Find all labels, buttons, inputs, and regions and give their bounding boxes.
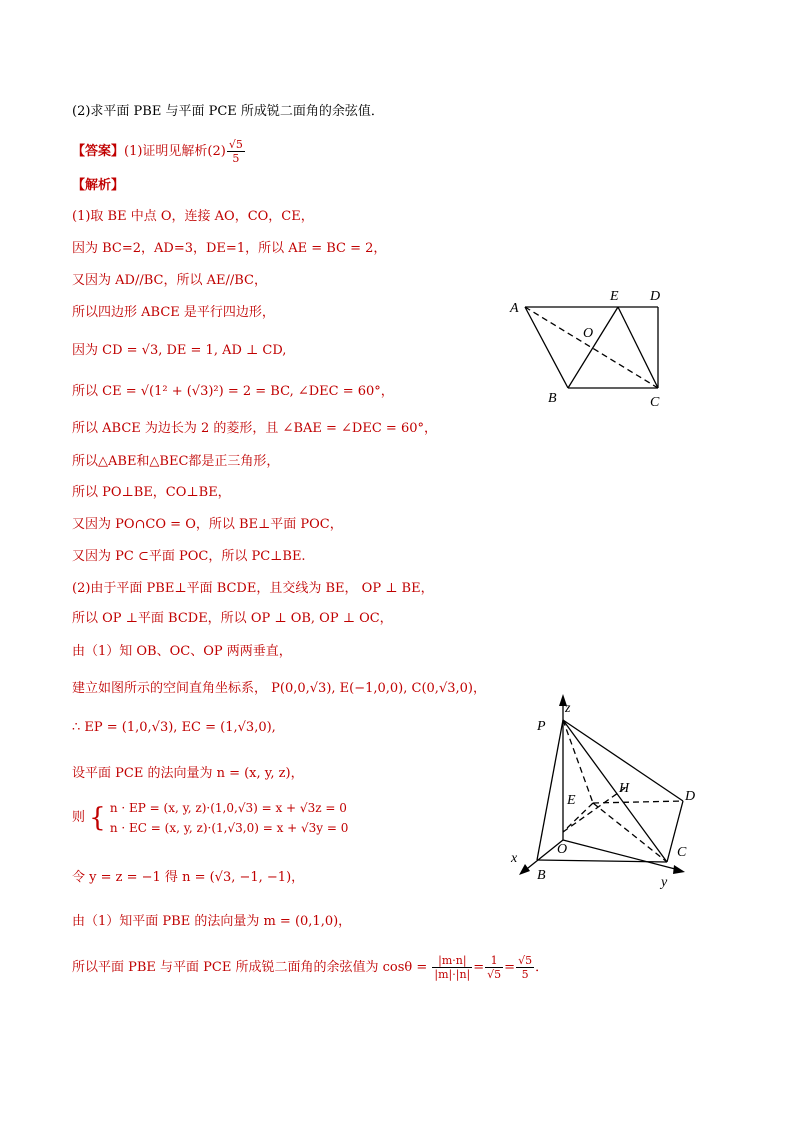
edge-PB bbox=[537, 720, 563, 860]
solution-line-5: 因为 CD = √3, DE = 1, AD ⊥ CD, bbox=[72, 343, 287, 358]
cos-f1-num: |m·n| bbox=[432, 954, 472, 968]
solution-line-19: 令 y = z = −1 得 n = (√3, −1, −1)， bbox=[72, 870, 305, 885]
solution-system bbox=[72, 798, 348, 838]
solution-line-17: 设平面 PCE 的法向量为 n = (x, y, z)， bbox=[72, 766, 304, 781]
solution-line-13: 所以 OP ⊥平面 BCDE，所以 OP ⊥ OB, OP ⊥ OC， bbox=[72, 611, 393, 626]
answer-text: (1)证明见解析(2) bbox=[124, 144, 226, 159]
system-prefix: 则 bbox=[72, 810, 86, 825]
solution-line-6: 所以 CE = √(1² + (√3)²) = 2 = BC, ∠DEC = 60°， bbox=[72, 384, 394, 399]
cos-fraction-3 bbox=[516, 954, 534, 981]
system-equations bbox=[110, 798, 349, 838]
label-A: A bbox=[510, 301, 519, 316]
cos-fraction-2 bbox=[485, 954, 503, 981]
edge-AB bbox=[525, 307, 568, 388]
label-z: z bbox=[565, 701, 571, 716]
solution-line-20: 由（1）知平面 PBE 的法向量为 m = (0,1,0)， bbox=[72, 914, 352, 929]
cos-f3-den: 5 bbox=[521, 968, 529, 981]
cos-f2-den: √5 bbox=[487, 968, 502, 981]
label-x: x bbox=[511, 851, 518, 866]
solution-line-2: 因为 BC=2，AD=3，DE=1，所以 AE = BC = 2， bbox=[72, 241, 387, 256]
axis-x-arrow bbox=[519, 864, 530, 875]
solution-line-16: ∴ EP = (1,0,√3), EC = (1,√3,0), bbox=[72, 720, 276, 735]
solution-line-14: 由（1）知 OB、OC、OP 两两垂直， bbox=[72, 644, 292, 659]
figure-trapezoid bbox=[500, 282, 690, 412]
cos-f1-den: |m|·|n| bbox=[434, 968, 471, 981]
edge-BC bbox=[537, 860, 667, 862]
solution-line-10: 又因为 PO∩CO = O，所以 BE⊥平面 POC， bbox=[72, 517, 343, 532]
solution-line-12: (2)由于平面 PBE⊥平面 BCDE，且交线为 BE， OP ⊥ BE， bbox=[72, 581, 434, 596]
system-eq-2: n · EC = (x, y, z)·(1,√3,0) = x + √3y = 0 bbox=[109, 821, 349, 835]
cos-fraction-1 bbox=[432, 954, 472, 981]
cos-end: ． bbox=[535, 960, 549, 975]
label-D: D bbox=[685, 789, 696, 804]
label-y: y bbox=[661, 875, 668, 890]
edge-PC bbox=[563, 720, 667, 862]
label-O: O bbox=[583, 326, 594, 341]
answer-line bbox=[72, 138, 246, 165]
solution-line-21 bbox=[72, 954, 548, 982]
edge-BE bbox=[568, 307, 618, 388]
cos-f2-num: 1 bbox=[485, 954, 503, 968]
label-E: E bbox=[610, 289, 619, 304]
answer-fraction bbox=[227, 138, 245, 165]
axis-y-arrow bbox=[673, 865, 685, 874]
answer-denominator: 5 bbox=[232, 152, 240, 165]
label-O: O bbox=[557, 842, 568, 857]
solution-line-11: 又因为 PC ⊂平面 POC，所以 PC⊥BE. bbox=[72, 549, 306, 564]
cos-text: 所以平面 PBE 与平面 PCE 所成锐二面角的余弦值为 cosθ = bbox=[72, 960, 432, 975]
analysis-tag: 【解析】 bbox=[72, 178, 125, 193]
label-C: C bbox=[677, 845, 687, 860]
label-D: D bbox=[650, 289, 661, 304]
label-C: C bbox=[650, 395, 660, 410]
label-E: E bbox=[567, 793, 576, 808]
question-2: (2)求平面 PBE 与平面 PCE 所成锐二面角的余弦值． bbox=[72, 104, 384, 119]
system-brace: { bbox=[89, 803, 106, 833]
label-P: P bbox=[537, 719, 546, 734]
cos-eq-1: = bbox=[473, 960, 485, 975]
solution-line-1: (1)取 BE 中点 O，连接 AO，CO，CE， bbox=[72, 209, 314, 224]
label-B: B bbox=[537, 868, 546, 883]
cos-eq-2: = bbox=[504, 960, 516, 975]
solution-line-3: 又因为 AD//BC，所以 AE//BC， bbox=[72, 273, 267, 288]
figure-pyramid bbox=[505, 690, 725, 895]
solution-line-7: 所以 ABCE 为边长为 2 的菱形，且 ∠BAE = ∠DEC = 60°， bbox=[72, 421, 437, 436]
solution-line-8: 所以△ABE和△BEC都是正三角形， bbox=[72, 454, 280, 469]
solution-line-15: 建立如图所示的空间直角坐标系， P(0,0,√3), E(−1,0,0), C(0,√3,0)， bbox=[72, 681, 486, 696]
answer-tag: 【答案】 bbox=[72, 144, 125, 159]
system-eq-1: n · EP = (x, y, z)·(1,0,√3) = x + √3z = 0 bbox=[109, 801, 347, 815]
cos-f3-num: √5 bbox=[518, 954, 533, 967]
label-B: B bbox=[548, 391, 557, 406]
label-H: H bbox=[619, 781, 630, 796]
solution-line-4: 所以四边形 ABCE 是平行四边形， bbox=[72, 305, 275, 320]
answer-numerator: √5 bbox=[228, 138, 243, 151]
solution-line-9: 所以 PO⊥BE，CO⊥BE， bbox=[72, 485, 231, 500]
edge-PE-dashed bbox=[563, 720, 593, 803]
